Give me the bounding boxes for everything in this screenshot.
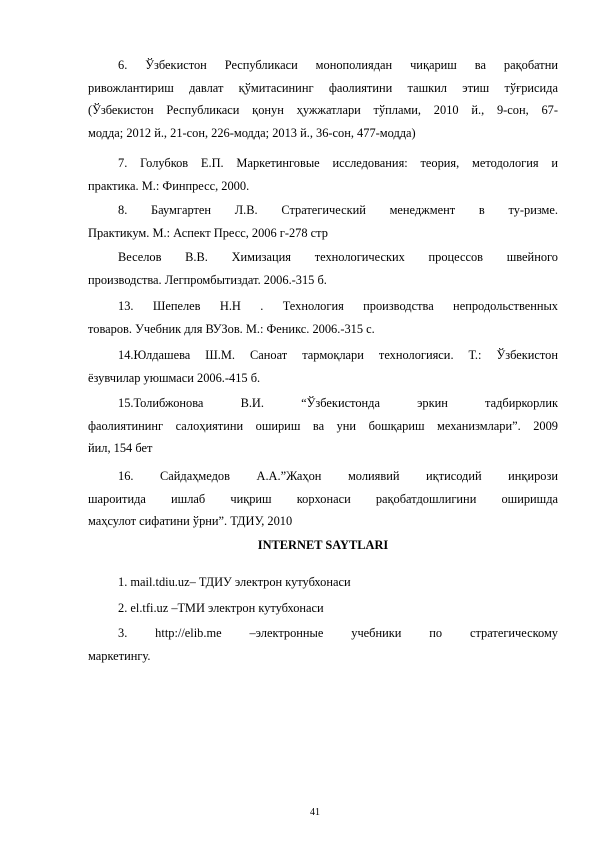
- reference-line: йил, 154 бет: [88, 441, 153, 456]
- reference-line: модда; 2012 й., 21-сон, 226-модда; 2013 й., 36-сон, 477-модда): [88, 125, 416, 140]
- reference-line: 6. Ўзбекистон Республикаси монополиядан чиқариш ва рақобатни: [118, 58, 558, 72]
- reference-line: маҳсулот сифатини ўрни”. ТДИУ, 2010: [88, 514, 293, 529]
- reference-line: 13. Шепелев Н.Н . Технология производства непродольственных: [118, 299, 558, 313]
- reference-item-6: [88, 54, 558, 144]
- link-line: 2. el.tfi.uz –ТМИ электрон кутубхонаси: [118, 601, 324, 615]
- reference-line: производства. Легпромбытиздат. 2006.-315 б.: [88, 272, 327, 287]
- reference-line: 7. Голубков Е.П. Маркетинговые исследования: теория, методология и: [118, 156, 558, 170]
- reference-line: (Ўзбекистон Республикаси қонун ҳужжатлари тўплами, 2010 й., 9-сон, 67-: [88, 103, 558, 118]
- reference-line: 8. Баумгартен Л.В. Стратегический менеджмент в ту-ризме.: [118, 203, 558, 217]
- reference-line: 16. Сайдаҳмедов А.А.”Жаҳон молиявий иқтисодий инқирози: [118, 469, 558, 483]
- section-heading: INTERNET SAYTLARI: [257, 538, 389, 552]
- reference-line: практика. М.: Финпресс, 2000.: [88, 178, 250, 193]
- reference-item-15: [88, 392, 558, 460]
- reference-line: фаолиятининг салоҳиятини ошириш ва уни бошқариш механизмлари”. 2009: [88, 418, 558, 433]
- link-line: маркетингу.: [88, 648, 151, 663]
- reference-line: шароитида ишлаб чиқриш корхонаси рақобатдошлигини оширишда: [88, 491, 558, 506]
- reference-line: ёзувчилар уюшмаси 2006.-415 б.: [88, 370, 261, 385]
- reference-line: ривожлантириш давлат қўмитасининг фаолиятини ташкил этиш тўғрисида: [88, 80, 558, 95]
- reference-item-14: [88, 344, 558, 389]
- reference-item-veselov: [88, 246, 558, 291]
- link-item-3: [88, 622, 558, 667]
- link-line: 3. http://elib.me –электронные учебники по стратегическому: [118, 626, 558, 640]
- reference-item-16: [88, 465, 558, 533]
- reference-line: товаров. Учебник для ВУЗов. М.: Феникс. 2006.-315 с.: [88, 321, 375, 336]
- page-number: 41: [310, 807, 320, 818]
- reference-line: 14.Юлдашева Ш.М. Саноат тармоқлари технологияси. Т.: Ўзбекистон: [118, 348, 558, 362]
- reference-item-13: [88, 295, 558, 340]
- reference-line: Веселов В.В. Химизация технологических процессов швейного: [118, 250, 558, 264]
- reference-line: Практикум. М.: Аспект Пресс, 2006 г-278 стр: [88, 225, 328, 240]
- reference-line: 15.Толибжонова В.И. “Ўзбекистонда эркин тадбиркорлик: [118, 396, 558, 410]
- link-item-1: [88, 571, 558, 594]
- reference-item-8: [88, 199, 558, 244]
- link-item-2: [88, 597, 558, 620]
- link-line: 1. mail.tdiu.uz– ТДИУ электрон кутубхонаси: [118, 575, 351, 589]
- reference-item-7: [88, 152, 558, 197]
